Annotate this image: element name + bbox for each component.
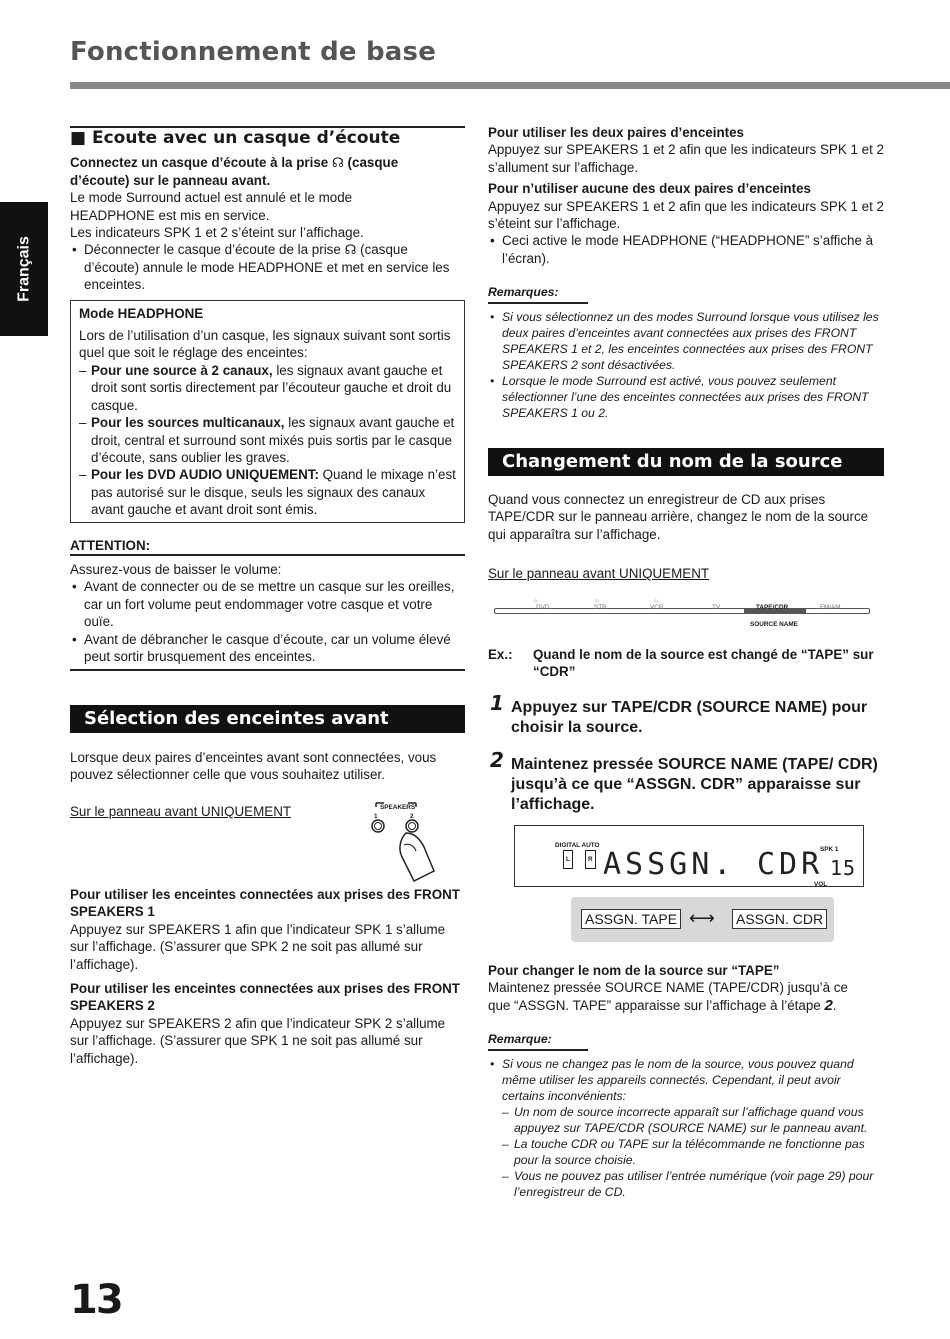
speakers-fig-2: 2 bbox=[410, 813, 414, 820]
mode-item-bold: Pour les sources multicanaux, bbox=[91, 415, 285, 431]
speakers-figure bbox=[360, 797, 440, 889]
front2-title: Pour utiliser les enceintes connectées aux prises des FRONT SPEAKERS 2 bbox=[70, 981, 460, 1014]
remark-item: • Lorsque le mode Surround est activé, vous pouvez seulement sélectionner l’une des enceintes connectées aux prises des FRONT SPEAKERS 1 ou 2. bbox=[488, 373, 884, 421]
step-1-text: Appuyez sur TAPE/CDR (SOURCE NAME) pour choisir la source. bbox=[511, 699, 868, 736]
remark-title: Remarque: bbox=[488, 1032, 552, 1047]
lcd-main-text-right: CDR bbox=[757, 847, 824, 882]
toggle-left-box: ASSGN. TAPE bbox=[581, 909, 681, 929]
headphone-line-1: Le mode Surround actuel est annulé et le mode bbox=[70, 190, 353, 206]
title-rule bbox=[70, 82, 950, 89]
example-block bbox=[488, 646, 884, 681]
mode-item-text: les signaux avant gauche et droit, central et surround sont mixés puis sortis par le casque d’écoute, sans oublier les graves. bbox=[91, 415, 455, 465]
headphone-intro-2: d’écoute) sur le panneau avant. bbox=[70, 172, 271, 188]
both-text: Appuyez sur SPEAKERS 1 et 2 afin que les indicateurs SPK 1 et 2 s’allument sur l’affichage. bbox=[488, 142, 884, 175]
source-button-label: TV bbox=[712, 604, 721, 611]
attention-bottom-rule bbox=[70, 669, 465, 671]
led-dot: ○ bbox=[534, 598, 538, 605]
change-text-end: . bbox=[832, 997, 837, 1013]
mode-item bbox=[79, 414, 456, 466]
mode-box-intro: Lors de l’utilisation d’un casque, les signaux suivant sont sortis quel que soit le réglage des enceintes: bbox=[79, 328, 451, 361]
step-1-number: 1 bbox=[490, 691, 504, 715]
double-arrow-icon: ⟷ bbox=[689, 908, 715, 928]
headphone-intro-1: Connectez un casque d’écoute à la prise ☊ (casque bbox=[70, 155, 399, 171]
remark-dash: – Vous ne pouvez pas utiliser l’entrée numérique (voir page 29) pour l’enregistreur de CD. bbox=[502, 1168, 884, 1200]
lcd-l-indicator: L bbox=[563, 850, 573, 869]
left-column bbox=[70, 126, 465, 671]
source-button-label: FM/AM bbox=[820, 604, 841, 611]
button-bar bbox=[494, 608, 870, 614]
source-name-label: SOURCE NAME bbox=[750, 621, 798, 628]
mode-item-bold: Pour une source à 2 canaux, bbox=[91, 362, 273, 378]
headphone-mode-box bbox=[70, 300, 465, 523]
page-number: 13 bbox=[70, 1277, 122, 1323]
remark-dash: – Un nom de source incorrecte apparaît sur l’affichage quand vous appuyez sur TAPE/CDR (SOURCE NAME) sur le panneau avant. bbox=[502, 1104, 884, 1136]
speakers-fig-1: 1 bbox=[374, 813, 378, 820]
none-text: Appuyez sur SPEAKERS 1 et 2 afin que les indicateurs SPK 1 et 2 s’éteint sur l’affichage. bbox=[488, 198, 884, 232]
lcd-main-text-left: ASSGN. bbox=[603, 847, 736, 882]
attention-intro: Assurez-vous de baisser le volume: bbox=[70, 561, 282, 577]
lcd-display bbox=[514, 825, 864, 887]
front1-text: Appuyez sur SPEAKERS 1 afin que l’indicateur SPK 1 s’allume sur l’affichage. (S’assurer que SPK 2 ne soit pas allumé sur l’affichage). bbox=[70, 921, 446, 972]
remark-bullet: • Si vous ne changez pas le nom de la source, vous pouvez quand même utiliser les appareils connectés. Cependant, il peut avoir certains inconvénients: bbox=[488, 1056, 884, 1104]
remark-section bbox=[488, 1031, 884, 1199]
lcd-vol-label: VOL bbox=[814, 881, 828, 888]
step-2-text: Maintenez pressée SOURCE NAME (TAPE/ CDR) jusqu’à ce que “ASSGN. CDR” apparaisse sur l’affichage. bbox=[511, 756, 878, 813]
source-button-label: STB bbox=[594, 604, 607, 611]
language-tab-label: Français bbox=[15, 236, 33, 302]
speakers-intro: Lorsque deux paires d’enceintes avant sont connectées, vous pouvez sélectionner celle que vous souhaitez utiliser. bbox=[70, 750, 437, 783]
mode-item bbox=[79, 466, 456, 518]
source-banner: Changement du nom de la source bbox=[488, 448, 884, 476]
right-column bbox=[488, 124, 884, 421]
none-title: Pour n’utiliser aucune des deux paires d’enceintes bbox=[488, 181, 811, 197]
speakers-banner: Sélection des enceintes avant bbox=[70, 705, 465, 733]
attention-bullet: • Avant de connecter ou de se mettre un casque sur les oreilles, car un fort volume peut endommager votre casque et votre ouïe. bbox=[70, 578, 465, 630]
led-dot: ○ bbox=[654, 598, 658, 605]
lcd-digital-auto: DIGITAL AUTO bbox=[555, 842, 600, 849]
lcd-vol-value: 15 bbox=[830, 856, 857, 880]
language-tab bbox=[0, 202, 48, 336]
front1-title: Pour utiliser les enceintes connectées aux prises des FRONT SPEAKERS 1 bbox=[70, 887, 460, 920]
none-bullet: • Ceci active le mode HEADPHONE (“HEADPHONE” s’affiche à l’écran). bbox=[488, 232, 884, 267]
example-text: Quand le nom de la source est changé de “TAPE” sur “CDR” bbox=[533, 647, 874, 680]
headphone-line-2: HEADPHONE est mis en service. bbox=[70, 207, 270, 223]
mode-item-bold: Pour les DVD AUDIO UNIQUEMENT: bbox=[91, 467, 319, 483]
toggle-illustration bbox=[571, 897, 834, 942]
change-name-section bbox=[488, 962, 884, 1200]
speakers-fig-label: SPEAKERS bbox=[380, 804, 416, 811]
change-text-2-line bbox=[488, 997, 884, 1014]
remarks-title: Remarques: bbox=[488, 285, 559, 300]
attention-rule bbox=[70, 554, 465, 556]
source-intro: Quand vous connectez un enregistreur de CD aux prises TAPE/CDR sur le panneau arrière, changez le nom de la source qui apparaîtra sur l’affichage. bbox=[488, 492, 869, 542]
remarks-rule bbox=[488, 302, 588, 304]
step-1 bbox=[488, 691, 884, 738]
example-label: Ex.: bbox=[488, 647, 513, 662]
toggle-right-box: ASSGN. CDR bbox=[732, 909, 827, 929]
source-panel-label: Sur le panneau avant UNIQUEMENT bbox=[488, 566, 710, 582]
source-button-strip bbox=[494, 594, 870, 628]
attention-title: ATTENTION: bbox=[70, 537, 151, 553]
source-button-label: DVD bbox=[536, 604, 550, 611]
speakers-options bbox=[70, 886, 465, 1067]
source-button-label: TAPE/CDR bbox=[756, 604, 789, 611]
page-title: Fonctionnement de base bbox=[70, 37, 437, 67]
source-button-label: VCR bbox=[650, 604, 664, 611]
mode-item-text: les signaux avant gauche et droit sont sortis directement par l’écouteur gauche et droit du casque. bbox=[91, 362, 452, 413]
step-2 bbox=[488, 748, 884, 815]
remarks-section bbox=[488, 284, 884, 420]
headphone-bullet: • Déconnecter le casque d’écoute de la prise ☊ (casque d’écoute) annule le mode HEADPHONE et met en service les enceintes. bbox=[70, 241, 465, 293]
lcd-spk1: SPK 1 bbox=[820, 846, 839, 853]
lcd-r-indicator: R bbox=[585, 850, 596, 869]
change-text-2: que “ASSGN. TAPE” apparaisse sur l’affichage à l’étape bbox=[488, 997, 825, 1013]
change-step-ref: 2 bbox=[824, 996, 833, 1014]
speakers-panel-label: Sur le panneau avant UNIQUEMENT bbox=[70, 803, 292, 819]
headphone-line-3: Les indicateurs SPK 1 et 2 s’éteint sur l’affichage. bbox=[70, 225, 364, 241]
change-title: Pour changer le nom de la source sur “TAPE” bbox=[488, 963, 780, 978]
step-2-number: 2 bbox=[490, 748, 504, 772]
remark-item: • Si vous sélectionnez un des modes Surround lorsque vous utilisez les deux paires d’enceintes avant connectées aux prises des FRONT SPEAKERS 1 et 2, les enceintes connectées aux prises des FRONT SPEAKERS 2 sont désactivées. bbox=[488, 309, 884, 373]
both-title: Pour utiliser les deux paires d’enceintes bbox=[488, 125, 745, 140]
remark-rule bbox=[488, 1049, 588, 1051]
mode-item-text: Quand le mixage n’est pas autorisé sur le disque, seuls les signaux des canaux avant gauche et avant droit sont émis. bbox=[91, 467, 456, 518]
attention-section bbox=[70, 537, 465, 672]
change-text-1: Maintenez pressée SOURCE NAME (TAPE/CDR) jusqu’à ce bbox=[488, 980, 848, 996]
led-dot: ○ bbox=[595, 598, 599, 605]
headphone-heading: ■ Ecoute avec un casque d’écoute bbox=[70, 128, 401, 148]
source-section bbox=[488, 448, 884, 583]
remark-dash: – La touche CDR ou TAPE sur la télécommande ne fonctionne pas pour la source choisie. bbox=[502, 1136, 884, 1168]
attention-bullet: • Avant de débrancher le casque d’écoute, car un volume élevé peut sortir brusquement des enceintes. bbox=[70, 631, 465, 666]
front2-text: Appuyez sur SPEAKERS 2 afin que l’indicateur SPK 2 s’allume sur l’affichage. (S’assurer que SPK 1 ne soit pas allumé sur l’affichage). bbox=[70, 1015, 446, 1066]
mode-item bbox=[79, 362, 456, 414]
mode-box-title: Mode HEADPHONE bbox=[79, 305, 204, 321]
